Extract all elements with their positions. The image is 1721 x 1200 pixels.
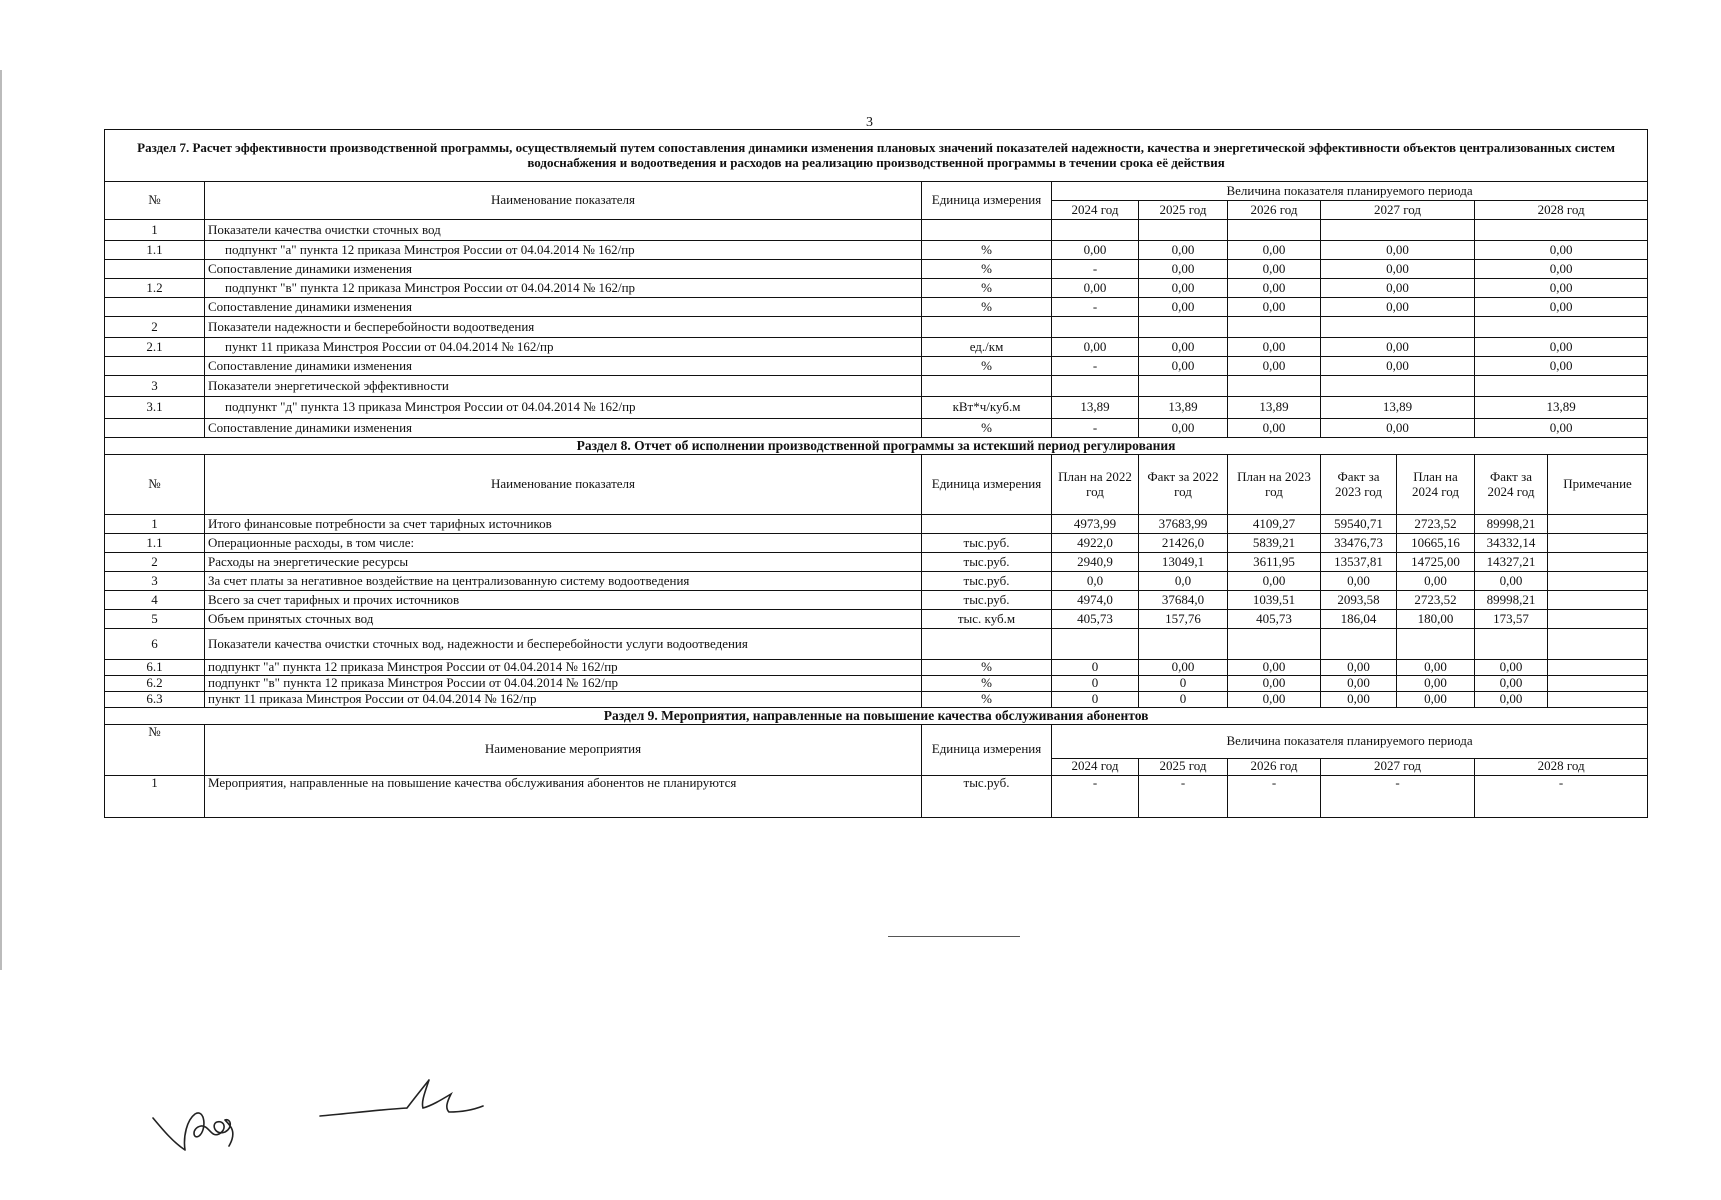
row-number: 3 (105, 376, 205, 397)
row-plan-2023 (1228, 629, 1321, 660)
row-unit: % (922, 298, 1052, 317)
col-header-year: 2025 год (1139, 758, 1228, 775)
table-row (105, 660, 1648, 676)
row-unit (922, 317, 1052, 338)
row-value-2025 (1139, 317, 1228, 338)
col-header-year: 2025 год (1139, 201, 1228, 220)
row-value-2026: 0,00 (1228, 298, 1321, 317)
row-value-2028: 0,00 (1475, 338, 1648, 357)
row-name: Объем принятых сточных вод (205, 610, 922, 629)
row-plan-2024: 0,00 (1397, 572, 1475, 591)
row-number (105, 357, 205, 376)
table-row (105, 515, 1648, 534)
col-header-year: 2027 год (1321, 201, 1475, 220)
table-row (105, 691, 1648, 707)
row-plan-2022: 2940,9 (1052, 553, 1139, 572)
row-fact-2022: 21426,0 (1139, 534, 1228, 553)
row-plan-2023: 0,00 (1228, 691, 1321, 707)
col-header-name: Наименование мероприятия (205, 724, 922, 775)
row-value-2027 (1321, 376, 1475, 397)
row-number: 6.1 (105, 660, 205, 676)
row-unit: % (922, 675, 1052, 691)
row-unit: тыс.руб. (922, 572, 1052, 591)
row-value-2028 (1475, 220, 1648, 241)
row-value-2028: 0,00 (1475, 357, 1648, 376)
row-value-2026: 0,00 (1228, 260, 1321, 279)
row-value-2028: 0,00 (1475, 279, 1648, 298)
table-row (105, 775, 1648, 817)
row-value-2026: 0,00 (1228, 338, 1321, 357)
row-plan-2024: 0,00 (1397, 691, 1475, 707)
row-unit: % (922, 691, 1052, 707)
row-fact-2024: 0,00 (1475, 675, 1548, 691)
row-unit: % (922, 660, 1052, 676)
row-value-2025: 0,00 (1139, 357, 1228, 376)
row-fact-2023: 0,00 (1321, 572, 1397, 591)
col-header-plan-2023: План на 2023 год (1228, 455, 1321, 515)
row-plan-2024: 2723,52 (1397, 515, 1475, 534)
row-value-2027 (1321, 220, 1475, 241)
row-unit: % (922, 419, 1052, 438)
row-note (1548, 675, 1648, 691)
row-value-2024: - (1052, 357, 1139, 376)
row-value-2025: 0,00 (1139, 338, 1228, 357)
row-fact-2023: 59540,71 (1321, 515, 1397, 534)
table-row (105, 419, 1648, 438)
row-fact-2022 (1139, 629, 1228, 660)
row-value-2027: 0,00 (1321, 419, 1475, 438)
row-value-2024 (1052, 220, 1139, 241)
col-header-note: Примечание (1548, 455, 1648, 515)
row-plan-2022: 0 (1052, 691, 1139, 707)
row-value-2024 (1052, 317, 1139, 338)
row-plan-2024: 14725,00 (1397, 553, 1475, 572)
row-number (105, 298, 205, 317)
report-table (104, 129, 1648, 818)
row-number: 4 (105, 591, 205, 610)
row-value-2024 (1052, 376, 1139, 397)
row-fact-2024 (1475, 629, 1548, 660)
table-row (105, 317, 1648, 338)
row-note (1548, 629, 1648, 660)
page-number: 3 (866, 115, 873, 130)
row-value-2026: 0,00 (1228, 279, 1321, 298)
row-plan-2022: 0,0 (1052, 572, 1139, 591)
row-value-2025: - (1139, 775, 1228, 817)
row-plan-2024: 0,00 (1397, 660, 1475, 676)
row-value-2026: 0,00 (1228, 357, 1321, 376)
row-fact-2022: 0,0 (1139, 572, 1228, 591)
table-row (105, 610, 1648, 629)
row-unit (922, 629, 1052, 660)
row-fact-2022: 37684,0 (1139, 591, 1228, 610)
row-value-2027: 0,00 (1321, 338, 1475, 357)
row-plan-2024 (1397, 629, 1475, 660)
row-plan-2023: 0,00 (1228, 660, 1321, 676)
row-unit (922, 220, 1052, 241)
row-fact-2024: 89998,21 (1475, 515, 1548, 534)
col-header-number: № (105, 724, 205, 775)
row-value-2027: 0,00 (1321, 279, 1475, 298)
row-value-2025: 0,00 (1139, 279, 1228, 298)
row-plan-2024: 180,00 (1397, 610, 1475, 629)
col-header-year: 2027 год (1321, 758, 1475, 775)
table-row (105, 591, 1648, 610)
row-fact-2023 (1321, 629, 1397, 660)
row-value-2028: 0,00 (1475, 419, 1648, 438)
row-fact-2022: 157,76 (1139, 610, 1228, 629)
row-name: пункт 11 приказа Минстроя России от 04.04.2014 № 162/пр (205, 691, 922, 707)
row-note (1548, 691, 1648, 707)
row-plan-2023: 5839,21 (1228, 534, 1321, 553)
row-plan-2022: 4922,0 (1052, 534, 1139, 553)
row-value-2027: - (1321, 775, 1475, 817)
row-name: подпункт "в" пункта 12 приказа Минстроя России от 04.04.2014 № 162/пр (205, 675, 922, 691)
row-value-2025 (1139, 220, 1228, 241)
row-fact-2022: 0,00 (1139, 660, 1228, 676)
table-row (105, 553, 1648, 572)
row-value-2024: - (1052, 260, 1139, 279)
row-name: подпункт "а" пункта 12 приказа Минстроя России от 04.04.2014 № 162/пр (205, 241, 922, 260)
row-value-2027: 0,00 (1321, 241, 1475, 260)
row-unit: тыс. куб.м (922, 610, 1052, 629)
table-row (105, 338, 1648, 357)
row-name: Сопоставление динамики изменения (205, 298, 922, 317)
col-header-unit: Единица измерения (922, 455, 1052, 515)
row-unit (922, 376, 1052, 397)
row-unit: % (922, 357, 1052, 376)
col-header-name: Наименование показателя (205, 455, 922, 515)
table-row (105, 629, 1648, 660)
col-header-unit: Единица измерения (922, 182, 1052, 220)
section-8-title: Раздел 8. Отчет об исполнении производственной программы за истекший период регулирования (105, 438, 1648, 455)
col-header-year: 2026 год (1228, 201, 1321, 220)
col-header-year: 2028 год (1475, 201, 1648, 220)
row-name: Мероприятия, направленные на повышение качества обслуживания абонентов не планируются (205, 775, 922, 817)
footer-divider (888, 936, 1020, 937)
row-number: 3 (105, 572, 205, 591)
row-value-2024: 13,89 (1052, 397, 1139, 419)
row-fact-2022: 13049,1 (1139, 553, 1228, 572)
table-row (105, 572, 1648, 591)
row-value-2028 (1475, 317, 1648, 338)
row-fact-2022: 37683,99 (1139, 515, 1228, 534)
row-plan-2024: 2723,52 (1397, 591, 1475, 610)
section-9-body (105, 707, 1648, 817)
row-fact-2024: 0,00 (1475, 572, 1548, 591)
col-header-fact-2023: Факт за 2023 год (1321, 455, 1397, 515)
row-fact-2022: 0 (1139, 675, 1228, 691)
section-8-body (105, 438, 1648, 708)
row-unit: ед./км (922, 338, 1052, 357)
row-note (1548, 572, 1648, 591)
row-number: 1 (105, 515, 205, 534)
row-name: Показатели качества очистки сточных вод (205, 220, 922, 241)
row-value-2027 (1321, 317, 1475, 338)
row-value-2024: - (1052, 419, 1139, 438)
row-value-2027: 0,00 (1321, 298, 1475, 317)
row-number: 2 (105, 317, 205, 338)
row-unit (922, 515, 1052, 534)
row-fact-2023: 2093,58 (1321, 591, 1397, 610)
table-row (105, 397, 1648, 419)
table-row (105, 376, 1648, 397)
row-plan-2023: 405,73 (1228, 610, 1321, 629)
row-value-2026: 13,89 (1228, 397, 1321, 419)
table-row (105, 260, 1648, 279)
row-plan-2022: 405,73 (1052, 610, 1139, 629)
row-name: Сопоставление динамики изменения (205, 419, 922, 438)
row-name: пункт 11 приказа Минстроя России от 04.04.2014 № 162/пр (205, 338, 922, 357)
row-plan-2024: 0,00 (1397, 675, 1475, 691)
row-value-2026: 0,00 (1228, 419, 1321, 438)
row-value-2024: - (1052, 298, 1139, 317)
col-header-fact-2022: Факт за 2022 год (1139, 455, 1228, 515)
row-unit: тыс.руб. (922, 775, 1052, 817)
row-value-2025: 0,00 (1139, 419, 1228, 438)
row-name: За счет платы за негативное воздействие на централизованную систему водоотведения (205, 572, 922, 591)
row-name: Расходы на энергетические ресурсы (205, 553, 922, 572)
row-plan-2023: 0,00 (1228, 675, 1321, 691)
row-value-2026 (1228, 376, 1321, 397)
row-value-2024: - (1052, 775, 1139, 817)
row-note (1548, 534, 1648, 553)
row-value-2028: - (1475, 775, 1648, 817)
row-plan-2023: 0,00 (1228, 572, 1321, 591)
row-name: Показатели энергетической эффективности (205, 376, 922, 397)
row-number: 3.1 (105, 397, 205, 419)
row-fact-2023: 0,00 (1321, 660, 1397, 676)
row-unit: тыс.руб. (922, 591, 1052, 610)
row-name: Итого финансовые потребности за счет тарифных источников (205, 515, 922, 534)
row-number: 6.3 (105, 691, 205, 707)
row-plan-2022: 4974,0 (1052, 591, 1139, 610)
row-plan-2024: 10665,16 (1397, 534, 1475, 553)
row-note (1548, 610, 1648, 629)
col-header-year: 2028 год (1475, 758, 1648, 775)
row-fact-2024: 0,00 (1475, 660, 1548, 676)
row-value-2028: 0,00 (1475, 298, 1648, 317)
row-plan-2022: 0 (1052, 660, 1139, 676)
col-header-number: № (105, 182, 205, 220)
col-header-year: 2024 год (1052, 201, 1139, 220)
row-plan-2023: 3611,95 (1228, 553, 1321, 572)
row-unit: % (922, 241, 1052, 260)
row-value-2026 (1228, 317, 1321, 338)
row-fact-2024: 173,57 (1475, 610, 1548, 629)
col-header-plan-2024: План на 2024 год (1397, 455, 1475, 515)
row-note (1548, 591, 1648, 610)
col-header-plan-2022: План на 2022 год (1052, 455, 1139, 515)
row-name: Операционные расходы, в том числе: (205, 534, 922, 553)
row-value-2028: 0,00 (1475, 260, 1648, 279)
row-unit: тыс.руб. (922, 534, 1052, 553)
row-value-2025: 0,00 (1139, 241, 1228, 260)
col-header-period: Величина показателя планируемого периода (1052, 182, 1648, 201)
row-name: подпункт "в" пункта 12 приказа Минстроя России от 04.04.2014 № 162/пр (205, 279, 922, 298)
row-number: 5 (105, 610, 205, 629)
row-fact-2023: 186,04 (1321, 610, 1397, 629)
row-unit: кВт*ч/куб.м (922, 397, 1052, 419)
row-value-2026 (1228, 220, 1321, 241)
section-7-body (105, 130, 1648, 438)
row-plan-2023: 4109,27 (1228, 515, 1321, 534)
row-value-2025 (1139, 376, 1228, 397)
row-plan-2022 (1052, 629, 1139, 660)
section-7-title: Раздел 7. Расчет эффективности производственной программы, осуществляемый путем сопоставления динамики изменения плановых значений показателей надежности, качества и энергетической эффективности объектов централизованных систем водоснабжения и водоотведения и расходов на реализацию производственной программы в течении срока её действия (105, 130, 1648, 182)
row-number: 1.1 (105, 241, 205, 260)
row-name: Сопоставление динамики изменения (205, 357, 922, 376)
col-header-year: 2026 год (1228, 758, 1321, 775)
row-number: 1 (105, 220, 205, 241)
table-row (105, 279, 1648, 298)
row-number (105, 260, 205, 279)
row-value-2028 (1475, 376, 1648, 397)
row-name: Показатели качества очистки сточных вод, надежности и бесперебойности услуги водоотведения (205, 629, 922, 660)
row-name: подпункт "а" пункта 12 приказа Минстроя России от 04.04.2014 № 162/пр (205, 660, 922, 676)
col-header-name: Наименование показателя (205, 182, 922, 220)
col-header-period: Величина показателя планируемого периода (1052, 724, 1648, 758)
row-value-2028: 0,00 (1475, 241, 1648, 260)
table-row (105, 298, 1648, 317)
col-header-unit: Единица измерения (922, 724, 1052, 775)
table-row (105, 534, 1648, 553)
row-value-2027: 13,89 (1321, 397, 1475, 419)
row-fact-2023: 0,00 (1321, 675, 1397, 691)
row-number: 2 (105, 553, 205, 572)
row-note (1548, 660, 1648, 676)
row-fact-2023: 0,00 (1321, 691, 1397, 707)
row-number: 1.2 (105, 279, 205, 298)
row-plan-2022: 0 (1052, 675, 1139, 691)
table-row (105, 357, 1648, 376)
row-fact-2023: 13537,81 (1321, 553, 1397, 572)
col-header-fact-2024: Факт за 2024 год (1475, 455, 1548, 515)
row-value-2025: 13,89 (1139, 397, 1228, 419)
row-plan-2023: 1039,51 (1228, 591, 1321, 610)
row-value-2028: 13,89 (1475, 397, 1648, 419)
row-number: 6.2 (105, 675, 205, 691)
row-value-2024: 0,00 (1052, 241, 1139, 260)
row-number: 6 (105, 629, 205, 660)
row-value-2025: 0,00 (1139, 298, 1228, 317)
row-plan-2022: 4973,99 (1052, 515, 1139, 534)
row-name: подпункт "д" пункта 13 приказа Минстроя России от 04.04.2014 № 162/пр (205, 397, 922, 419)
row-fact-2024: 34332,14 (1475, 534, 1548, 553)
scan-edge-line (0, 70, 2, 970)
row-number (105, 419, 205, 438)
handwritten-signatures (145, 1070, 485, 1160)
row-unit: % (922, 279, 1052, 298)
row-value-2026: 0,00 (1228, 241, 1321, 260)
row-name: Всего за счет тарифных и прочих источников (205, 591, 922, 610)
row-fact-2024: 89998,21 (1475, 591, 1548, 610)
row-fact-2022: 0 (1139, 691, 1228, 707)
col-header-year: 2024 год (1052, 758, 1139, 775)
row-name: Сопоставление динамики изменения (205, 260, 922, 279)
row-note (1548, 515, 1648, 534)
row-fact-2024: 0,00 (1475, 691, 1548, 707)
row-name: Показатели надежности и бесперебойности водоотведения (205, 317, 922, 338)
row-value-2027: 0,00 (1321, 260, 1475, 279)
table-row (105, 241, 1648, 260)
row-number: 1 (105, 775, 205, 817)
row-value-2026: - (1228, 775, 1321, 817)
row-unit: % (922, 260, 1052, 279)
row-fact-2024: 14327,21 (1475, 553, 1548, 572)
col-header-number: № (105, 455, 205, 515)
section-9-title: Раздел 9. Мероприятия, направленные на повышение качества обслуживания абонентов (105, 707, 1648, 724)
row-fact-2023: 33476,73 (1321, 534, 1397, 553)
row-unit: тыс.руб. (922, 553, 1052, 572)
row-number: 1.1 (105, 534, 205, 553)
table-row (105, 675, 1648, 691)
row-value-2024: 0,00 (1052, 338, 1139, 357)
row-value-2024: 0,00 (1052, 279, 1139, 298)
row-number: 2.1 (105, 338, 205, 357)
table-row (105, 220, 1648, 241)
row-value-2027: 0,00 (1321, 357, 1475, 376)
row-value-2025: 0,00 (1139, 260, 1228, 279)
row-note (1548, 553, 1648, 572)
